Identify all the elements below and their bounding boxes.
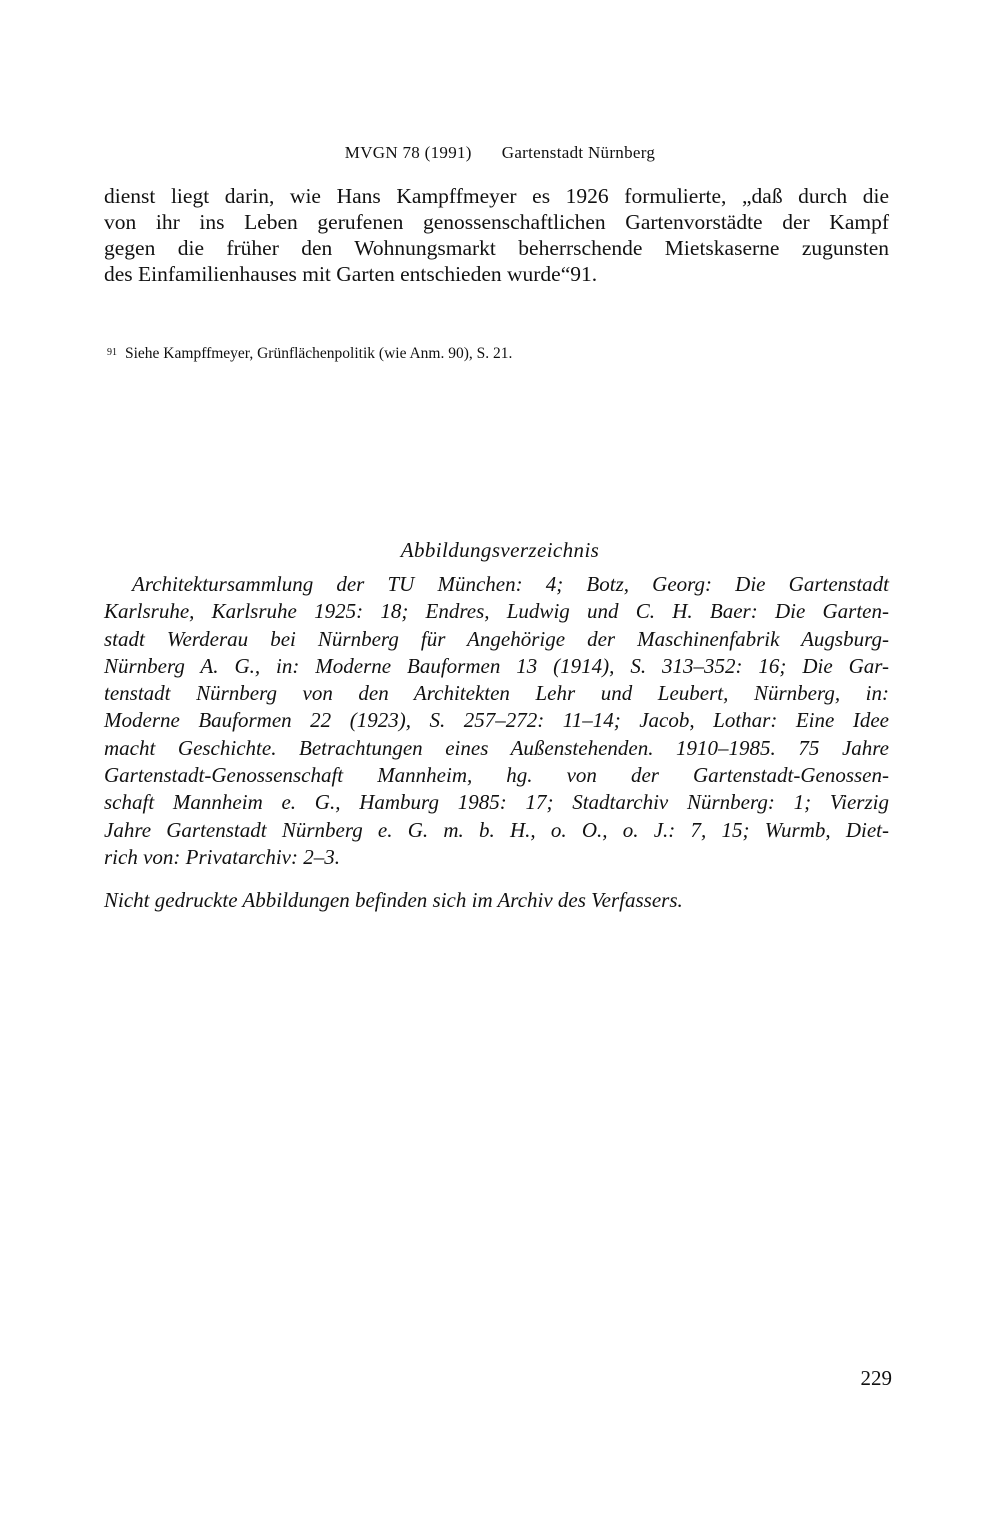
body-line: gegen die früher den Wohnungsmarkt beherrschende Mietskaserne zugunsten — [104, 236, 889, 260]
credits-line: rich von: Privatarchiv: 2–3. — [104, 844, 340, 869]
credits-line: tenstadt Nürnberg von den Architekten Lehr und Leubert, Nürnberg, in: — [104, 681, 889, 706]
running-section-title: Gartenstadt Nürnberg — [501, 143, 656, 162]
credits-line: Architektursammlung der TU München: 4; Botz, Georg: Die Gartenstadt — [132, 572, 889, 596]
credits-line: Moderne Bauformen 22 (1923), S. 257–272: 11–14; Jacob, Lothar: Eine Idee — [104, 708, 889, 733]
footnote-number: 91 — [107, 347, 117, 358]
running-head — [0, 143, 1000, 163]
body-paragraph — [104, 183, 889, 287]
figures-heading: Abbildungsverzeichnis — [400, 538, 600, 562]
credits-line: Gartenstadt-Genossenschaft Mannheim, hg. von der Gartenstadt-Genossen- — [104, 763, 889, 788]
body-line: dienst liegt darin, wie Hans Kampffmeyer es 1926 formulierte, „daß durch die — [104, 184, 889, 208]
footnote-text: Siehe Kampffmeyer, Grünflächenpolitik (wie Anm. 90), S. 21. — [125, 345, 513, 362]
credits-line: stadt Werderau bei Nürnberg für Angehörige der Maschinenfabrik Augsburg- — [104, 626, 889, 651]
credits-line: Karlsruhe, Karlsruhe 1925: 18; Endres, Ludwig und C. H. Baer: Die Garten- — [104, 599, 889, 624]
figures-note: Nicht gedruckte Abbildungen befinden sich im Archiv des Verfassers. — [104, 888, 683, 912]
page-number: 229 — [860, 1366, 892, 1390]
credits-line: Nürnberg A. G., in: Moderne Bauformen 13 (1914), S. 313–352: 16; Die Gar- — [104, 653, 889, 678]
credits-line: macht Geschichte. Betrachtungen eines Außenstehenden. 1910–1985. 75 Jahre — [104, 735, 889, 760]
figure-credits — [104, 571, 889, 871]
body-line: des Einfamilienhauses mit Garten entschieden wurde“91. — [104, 262, 598, 286]
credits-line: Jahre Gartenstadt Nürnberg e. G. m. b. H., o. O., o. J.: 7, 15; Wurmb, Diet- — [104, 817, 889, 842]
footnote — [107, 345, 892, 363]
credits-line: schaft Mannheim e. G., Hamburg 1985: 17; Stadtarchiv Nürnberg: 1; Vierzig — [104, 790, 889, 815]
body-line: von ihr ins Leben gerufenen genossenschaftlichen Gartenvorstädte der Kampf — [104, 210, 889, 234]
journal-reference: MVGN 78 (1991) — [344, 143, 472, 162]
